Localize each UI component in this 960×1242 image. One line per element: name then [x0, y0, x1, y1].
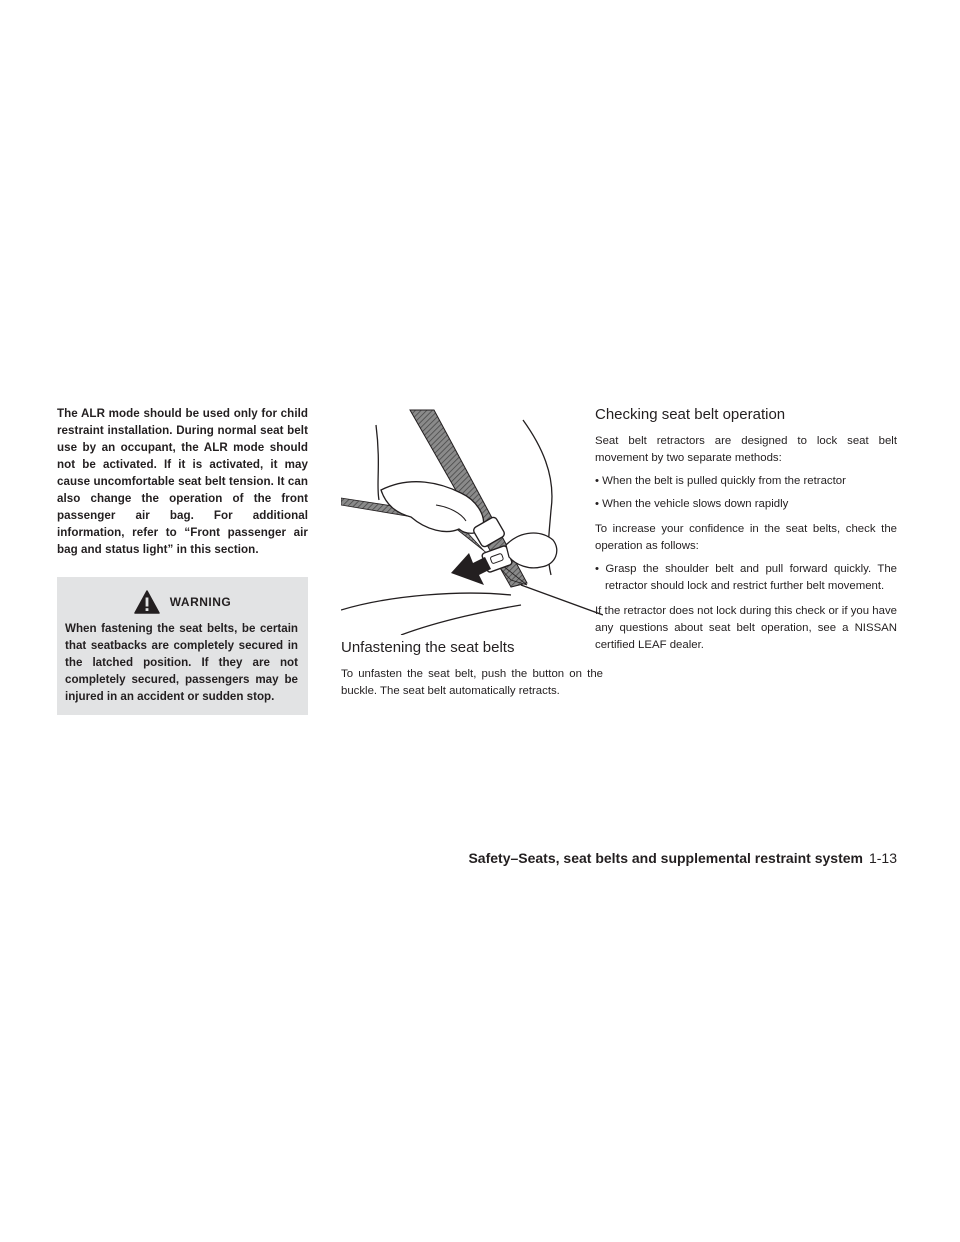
warning-header [57, 588, 308, 616]
alr-mode-note: The ALR mode should be used only for child restraint installation. During normal seat belt use by an occupant, the ALR mode should not be activated. If it is activated, it may cause uncomfortable seat belt tension. It can also change the operation of the front passenger air bag. For additional information, refer to “Front passenger air bag and status light” in this section. [57, 407, 308, 556]
checking-closing: If the retractor does not lock during this check or if you have any questions about seat belt operation, see a NISSAN certified LEAF dealer. [595, 605, 897, 651]
right-column [595, 405, 897, 654]
checking-heading: Checking seat belt operation [595, 406, 786, 423]
seat-belt-unfasten-illustration [341, 405, 603, 635]
checking-intro: Seat belt retractors are designed to lock seat belt movement by two separate methods: [595, 435, 897, 464]
footer-section-title: Safety–Seats, seat belts and supplemental restraint system [468, 850, 863, 866]
list-item: • Grasp the shoulder belt and pull forward quickly. The retractor should lock and restrict further belt movement. [595, 563, 897, 592]
page-number: 1-13 [868, 850, 897, 866]
page-footer [0, 850, 897, 868]
check-intro: To increase your confidence in the seat belts, check the operation as follows: [595, 523, 897, 552]
list-item: • When the vehicle slows down rapidly [595, 498, 789, 510]
unfastening-heading: Unfastening the seat belts [341, 639, 515, 656]
warning-box [57, 577, 308, 715]
unfastening-text: To unfasten the seat belt, push the button on the buckle. The seat belt automatically retracts. [341, 668, 603, 697]
middle-column [341, 405, 603, 700]
list-item: • When the belt is pulled quickly from the retractor [595, 475, 846, 487]
warning-title: WARNING [169, 595, 232, 609]
left-column [57, 405, 308, 715]
warning-triangle-icon [134, 590, 160, 614]
warning-text: When fastening the seat belts, be certain that seatbacks are completely secured in the latched position. If they are not completely secured, passengers may be injured in an accident or sudden stop. [65, 622, 298, 703]
